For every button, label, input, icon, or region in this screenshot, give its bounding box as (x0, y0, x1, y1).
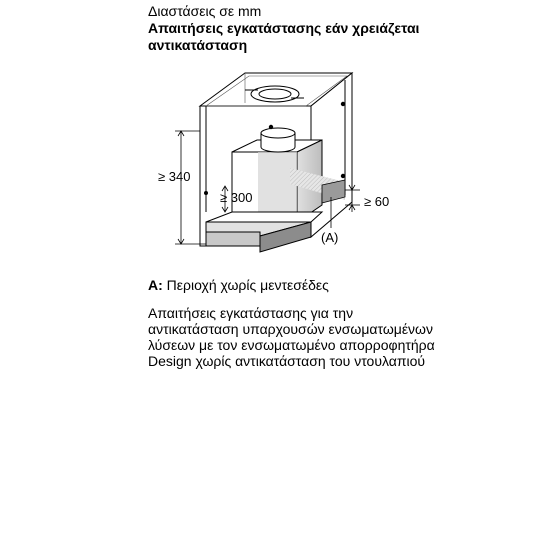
callout-label: (A) (321, 230, 339, 245)
description-line: λύσεων με τον ενσωματωμένο απορροφητήρα (148, 337, 435, 353)
description-line: Design χωρίς αντικατάσταση του ντουλαπιού (148, 353, 426, 369)
dimension-inner-label: ≥ 300 (220, 190, 253, 205)
dimension-height (175, 131, 206, 244)
description-line: Απαιτήσεις εγκατάστασης για την (148, 305, 354, 321)
page-title-line-2: αντικατάσταση (148, 37, 248, 53)
legend-text: Περιοχή χωρίς μεντεσέδες (162, 277, 329, 293)
dimension-bottom-label: ≥ 60 (364, 194, 390, 209)
page-title-line-1: Απαιτήσεις εγκατάστασης εάν χρειάζεται (148, 20, 420, 36)
legend (148, 277, 329, 294)
dimension-height-label: ≥ 340 (158, 169, 191, 184)
description (148, 305, 448, 369)
bottom-panel (206, 212, 322, 252)
units-note: Διαστάσεις σε mm (148, 3, 262, 19)
legend-key: A: (148, 277, 163, 293)
description-line: αντικατάσταση υπαρχουσών ενσωματωμένων (148, 321, 433, 337)
